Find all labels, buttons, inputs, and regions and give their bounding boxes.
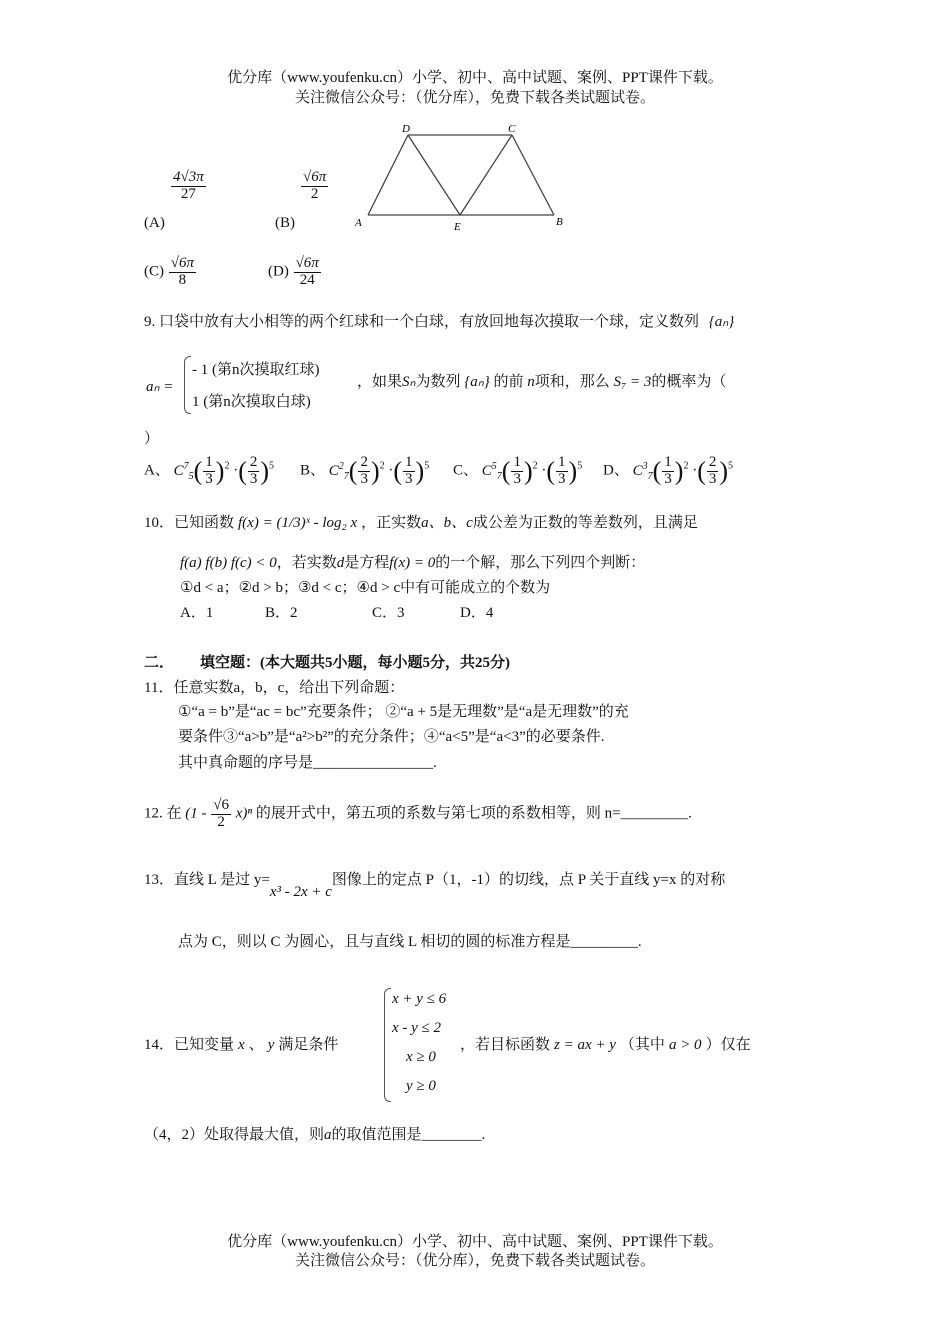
label-C: C <box>508 123 516 135</box>
q9-case-1: - 1 (第n次摸取红球) <box>192 362 320 378</box>
label-E: E <box>454 221 461 233</box>
header-line-2: 关注微信公众号：（优分库），免费下载各类试题试卷。 <box>294 90 655 106</box>
q11-line-1: 11．任意实数a，b，c，给出下列命题： <box>144 680 405 696</box>
label-D: D <box>402 123 410 135</box>
q8-option-d: (D) $\frac{√6\pi}{24}$ <box>268 255 319 288</box>
q9-stem-line-2: ，如果Sₙ为数列 {aₙ} 的前 n项和，那么 S₇ = 3的概率为（ <box>357 374 727 390</box>
q14-line-1-left: 14．已知变量 x 、 y 满足条件 <box>144 1037 339 1053</box>
header-line-1: 优分库（www.youfenku.cn）小学、初中、高中试题、案例、PPT课件下载。 <box>227 70 723 86</box>
q10-option-b: B．2 <box>265 605 298 621</box>
q14-constraint-3: x ≥ 0 <box>406 1049 436 1065</box>
q9-stem-line-1: 9. 口袋中放有大小相等的两个红球和一个白球，有放回地每次摸取一个球，定义数列 {aₙ} <box>144 314 735 330</box>
q10-option-c: C．3 <box>372 605 405 621</box>
section-2-title: 填空题：(本大题共5小题，每小题5分，共25分) <box>200 655 510 671</box>
footer-line-2: 关注微信公众号：（优分库），免费下载各类试题试卷。 <box>294 1253 655 1269</box>
q11-line-3: 要条件③“a>b”是“a²>b²”的充分条件；④“a<5”是“a<3”的必要条件. <box>178 729 605 745</box>
q10-stem-line-2: f(a) f(b) f(c) < 0，若实数d是方程f(x) = 0的一个解，那么下列四个判断： <box>180 555 646 571</box>
q14-line-2: （4，2）处取得最大值，则a的取值范围是________. <box>144 1127 486 1143</box>
q8-option-a-label: (A) <box>144 215 165 231</box>
q8-option-b-label: (B) <box>275 215 295 231</box>
q12-line: 12. 在 (1 - $\frac{√6}{2}$ x)ⁿ 的展开式中，第五项的系数与第七项的系数相等，则 n=_________. <box>144 797 692 830</box>
q14-line-1-right: ，若目标函数 z = ax + y （其中 a > 0 ）仅在 <box>460 1037 751 1053</box>
q9-stem-line-3: ） <box>144 431 160 447</box>
footer-line-1: 优分库（www.youfenku.cn）小学、初中、高中试题、案例、PPT课件下载。 <box>227 1234 723 1250</box>
q14-brace <box>384 988 391 1102</box>
q10-judgements: ①d < a；②d > b；③d < c；④d > c中有可能成立的个数为 <box>180 580 551 596</box>
q10-option-a: A．1 <box>180 605 214 621</box>
q10-stem-line-1: 10．已知函数 f(x) = (1/3)ˣ - log₂ x ，正实数a、b、c成公差为正数的等差数列，且满足 <box>144 515 698 531</box>
q9-case-2: 1 (第n次摸取白球) <box>192 394 311 410</box>
q8-option-a-value: $\frac{4√3\pi}{27}$ <box>173 169 204 202</box>
q14-constraint-4: y ≥ 0 <box>406 1078 436 1094</box>
q14-constraint-1: x + y ≤ 6 <box>392 991 447 1007</box>
q9-option-b: B、 $C^2_7$( $\frac{2}{3}$ )$^2$ ·( $\frac{1}{3}$ )$^5$ <box>300 454 430 487</box>
label-A: A <box>355 217 362 229</box>
q9-an-lhs: aₙ = <box>146 379 174 395</box>
trapezoid-figure <box>350 118 570 236</box>
q11-line-4: 其中真命题的序号是________________. <box>178 755 437 771</box>
q14-constraint-2: x - y ≤ 2 <box>392 1020 442 1036</box>
q9-option-d: D、 $C^3_7$( $\frac{1}{3}$ )$^2$ ·( $\frac{2}{3}$ )$^5$ <box>603 454 734 487</box>
q9-brace <box>184 356 191 414</box>
q13-line-1: 13．直线 L 是过 y=x³ - 2x + c图像上的定点 P（1，-1）的切线，点 P 关于直线 y=x 的对称 <box>144 872 726 900</box>
q9-option-a: A、 $C^7_5$( $\frac{1}{3}$ )$^2$ ·( $\frac{2}{3}$ )$^5$ <box>144 454 275 487</box>
q9-option-c: C、 $C^5_7$( $\frac{1}{3}$ )$^2$ ·( $\frac{1}{3}$ )$^5$ <box>453 454 583 487</box>
section-2-number: 二． <box>144 655 175 671</box>
q8-option-b-value: $\frac{√6\pi}{2}$ <box>303 169 327 202</box>
q13-line-2: 点为 C，则以 C 为圆心，且与直线 L 相切的圆的标准方程是_________. <box>178 934 642 950</box>
q8-option-c: (C) $\frac{√6\pi}{8}$ <box>144 255 194 288</box>
label-B: B <box>556 216 563 228</box>
q10-option-d: D．4 <box>460 605 494 621</box>
q11-line-2: ①“a = b”是“ac = bc”充要条件； ②“a + 5是无理数”是“a是无理数”的充 <box>178 704 629 720</box>
